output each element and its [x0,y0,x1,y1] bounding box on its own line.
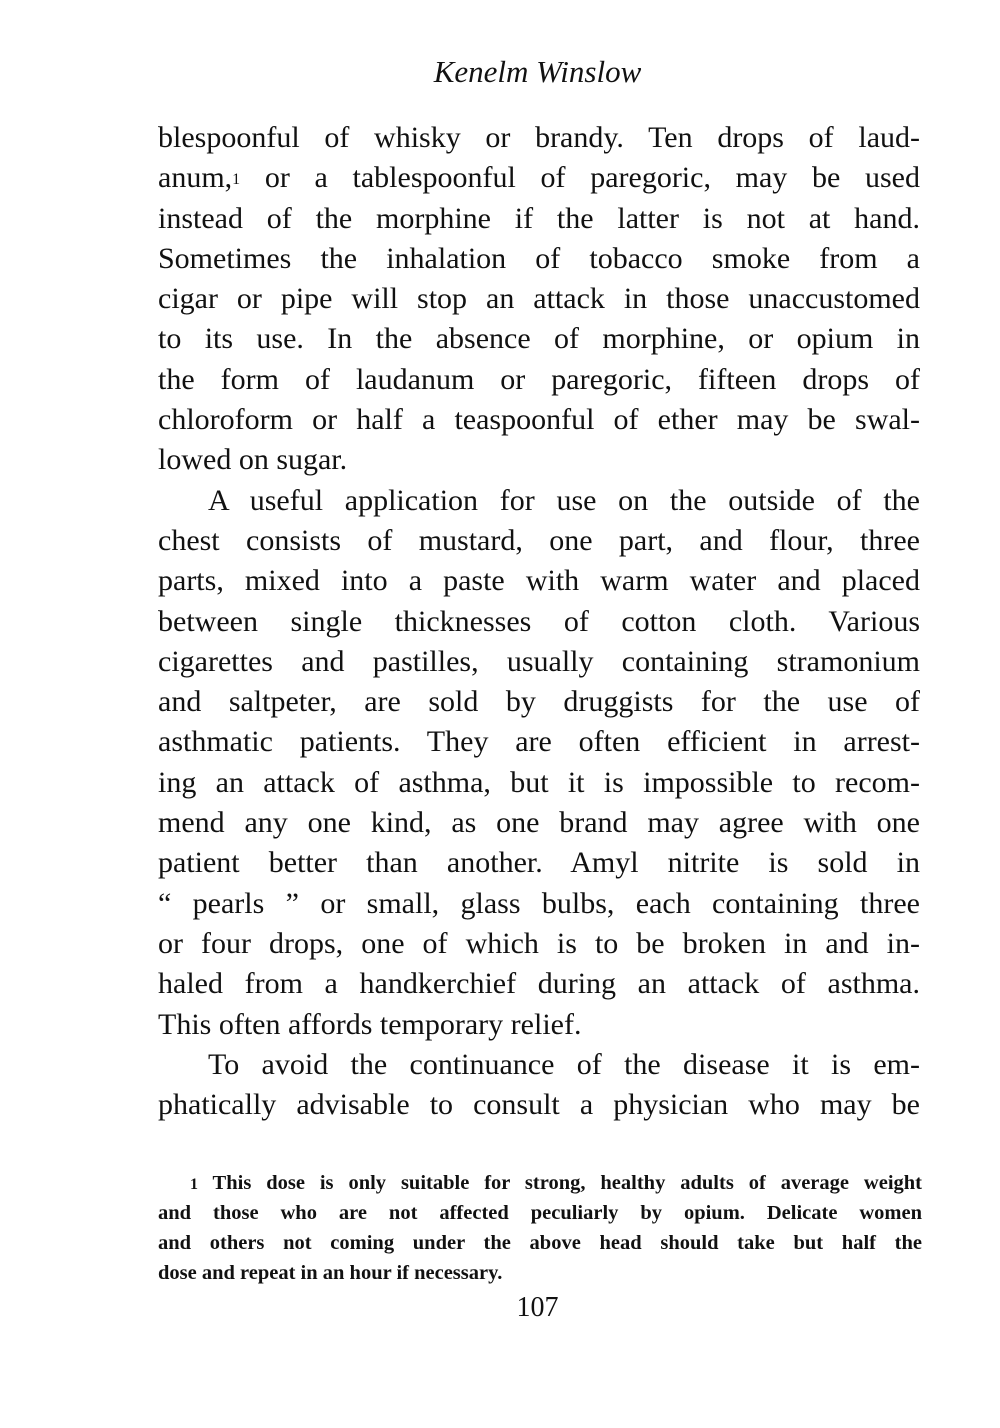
footnote-line: and others not coming under the above head should take but half the [158,1232,922,1254]
text-line: Sometimes the inhalation of tobacco smoke from a [158,241,920,275]
running-header: Kenelm Winslow [433,54,642,89]
text-line: ing an attack of asthma, but it is impossible to recom- [158,765,920,799]
footnote-marker: 1 [190,1176,198,1193]
page-number: 107 [516,1292,559,1323]
footnote-line: and those who are not affected peculiarly by opium. Delicate women [158,1202,922,1224]
text-line: and saltpeter, are sold by druggists for the use of [158,685,920,719]
paragraph-3 [158,1045,920,1126]
text-line: phatically advisable to consult a physician who may be [158,1088,920,1122]
paragraph-1 [158,118,920,481]
text-line: patient better than another. Amyl nitrite is sold in [158,846,920,880]
text-line: the form of laudanum or paregoric, fifteen drops of [158,362,920,396]
text-fragment: This dose is only suitable for strong, healthy adults of average weight [198,1172,922,1194]
text-line: haled from a handkerchief during an attack of asthma. [158,967,920,1001]
body-text [158,118,920,1125]
text-line: asthmatic patients. They are often efficient in arrest- [158,725,920,759]
text-line [158,158,920,198]
text-line: A useful application for use on the outside of the [208,483,920,517]
text-line: mend any one kind, as one brand may agree with one [158,806,920,840]
text-line: to its use. In the absence of morphine, or opium in [158,322,920,356]
text-line: between single thicknesses of cotton cloth. Various [158,604,920,638]
text-line: or four drops, one of which is to be broken in and in- [158,926,920,960]
text-line: This often affords temporary relief. [158,1007,582,1041]
text-line: parts, mixed into a paste with warm water and placed [158,564,920,598]
footnote [158,1168,922,1288]
footnote-line [158,1168,922,1198]
text-line: chloroform or half a teaspoonful of ether may be swal- [158,403,920,437]
text-line: lowed on sugar. [158,443,348,477]
text-line: cigar or pipe will stop an attack in those unaccustomed [158,282,920,316]
text-line: chest consists of mustard, one part, and flour, three [158,523,920,557]
text-line: blespoonful of whisky or brandy. Ten drops of laud- [158,121,920,154]
text-line: To avoid the continuance of the disease it is em- [208,1047,920,1081]
text-fragment: anum, [158,161,233,195]
text-line: instead of the morphine if the latter is not at hand. [158,201,920,235]
text-line: “ pearls ” or small, glass bulbs, each containing three [158,886,920,920]
text-line: cigarettes and pastilles, usually containing stramonium [158,644,920,678]
paragraph-2 [158,481,920,1045]
footnote-line: dose and repeat in an hour if necessary. [158,1262,503,1284]
text-fragment: or a tablespoonful of paregoric, may be used [240,161,920,195]
footnote-reference[interactable]: 1 [232,171,241,189]
